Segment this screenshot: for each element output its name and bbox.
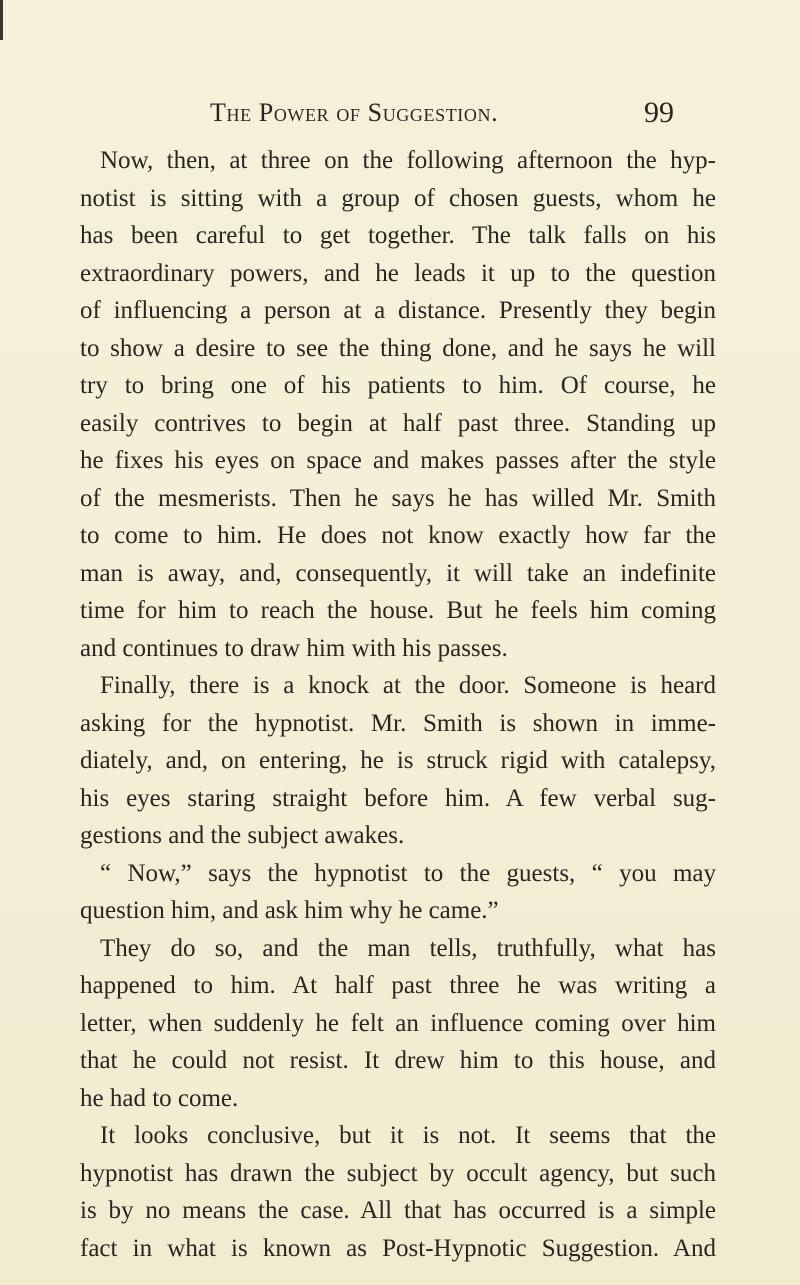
text-line: easily contrives to begin at half past three. Standing up (80, 409, 716, 437)
text-line: has been careful to get together. The talk falls on his (80, 222, 716, 249)
text-line: It looks conclusive, but it is not. It seems that the (100, 1122, 716, 1149)
text-line: to come to him. He does not know exactly how far the (80, 522, 716, 549)
page-edge-mark (0, 0, 3, 40)
text-line: question him, and ask him why he came.” (80, 897, 499, 924)
text-line: that he could not resist. It drew him to this house, and (80, 1047, 716, 1074)
text-line: time for him to reach the house. But he feels him coming (80, 597, 716, 624)
text-line: try to bring one of his patients to him. Of course, he (80, 372, 716, 399)
body-text (80, 142, 716, 1267)
text-line: gestions and the subject awakes. (80, 822, 405, 849)
text-line: letter, when suddenly he felt an influence coming over him (80, 1009, 716, 1037)
text-line: hypnotist has drawn the subject by occult agency, but such (80, 1159, 716, 1187)
text-line: he had to come. (80, 1084, 239, 1112)
text-line: of the mesmerists. Then he says he has willed Mr. Smith (80, 484, 716, 512)
text-line: he fixes his eyes on space and makes passes after the style (80, 447, 716, 474)
text-line: Finally, there is a knock at the door. Someone is heard (100, 672, 716, 699)
text-line: his eyes staring straight before him. A few verbal sug- (80, 784, 716, 812)
text-line: man is away, and, consequently, it will take an indefinite (80, 559, 716, 587)
text-line: They do so, and the man tells, truthfully, what has (100, 934, 716, 962)
text-line: notist is sitting with a group of chosen guests, whom he (80, 184, 716, 212)
text-line: diately, and, on entering, he is struck rigid with catalepsy, (80, 747, 716, 774)
text-line: asking for the hypnotist. Mr. Smith is shown in imme- (80, 709, 716, 737)
text-line: happened to him. At half past three he was writing a (80, 972, 716, 999)
text-line: fact in what is known as Post-Hypnotic Suggestion. And (80, 1234, 716, 1262)
text-line: of influencing a person at a distance. Presently they begin (80, 297, 716, 324)
text-line: and continues to draw him with his passes. (80, 634, 508, 662)
text-line: “ Now,” says the hypnotist to the guests, “ you may (100, 859, 716, 887)
text-line: Now, then, at three on the following afternoon the hyp- (100, 147, 716, 174)
running-head: The Power of Suggestion. (210, 98, 499, 127)
text-line: to show a desire to see the thing done, and he says he will (80, 334, 716, 362)
text-line: is by no means the case. All that has occurred is a simple (80, 1197, 716, 1224)
text-line: extraordinary powers, and he leads it up to the question (80, 259, 716, 287)
page-number: 99 (644, 96, 674, 129)
